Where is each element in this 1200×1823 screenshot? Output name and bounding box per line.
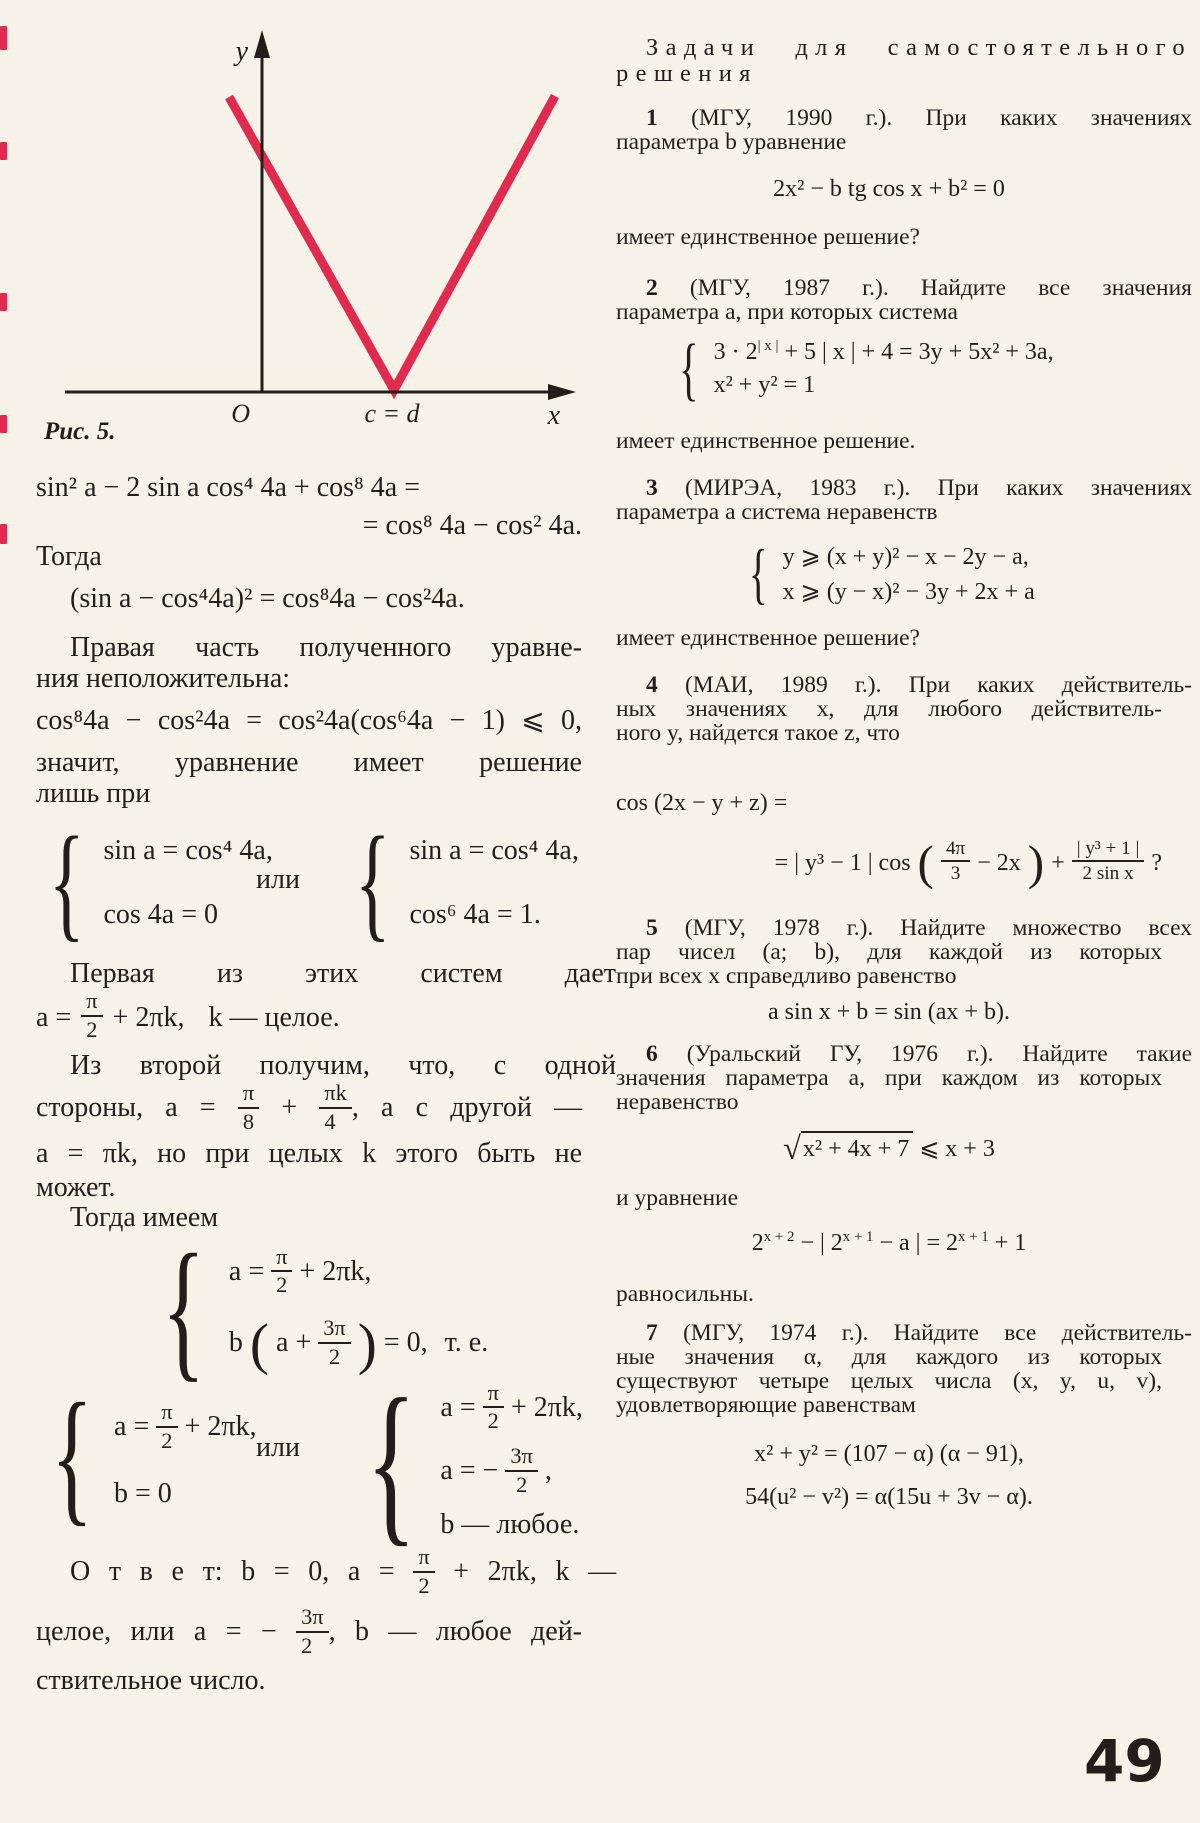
system-line: x² + y² = 1 <box>713 372 816 398</box>
math-part: a = <box>36 1002 72 1033</box>
solution-text: Из второй получим, что, с одной <box>70 1050 616 1081</box>
math-part: = | y³ − 1 | cos <box>774 849 911 876</box>
problem-text: (МИРЭА, 1983 г.). При каких значениях <box>685 475 1193 501</box>
system-first <box>36 811 273 954</box>
math-part: a = − <box>193 1616 277 1647</box>
fraction <box>318 1316 351 1369</box>
fraction-denominator: 2 <box>328 1343 341 1369</box>
math-part: + 1 <box>994 1230 1027 1256</box>
problem-text: (МГУ, 1978 г.). Найдите множество всех <box>684 915 1192 941</box>
problem-4-line1 <box>616 672 1192 698</box>
math-part: , <box>351 1092 359 1123</box>
math-part: целое, или <box>36 1616 175 1647</box>
solution-eq3: cos⁸4a − cos²4a = cos²4a(cos⁶4a − 1) ⩽ 0, <box>36 705 582 736</box>
math-part: ⩽ x + 3 <box>919 1136 995 1162</box>
fraction <box>1072 838 1145 884</box>
problem-4-equation-b: = | y³ − 1 | cos ( $\frac{4\pi}{3}$ − 2x ) + $\frac{\text{| y³ + 1 |}}{\text{2 sin x}}$ ? <box>774 835 1162 890</box>
problem-5-equation: a sin x + b = sin (ax + b). <box>768 999 1010 1025</box>
solution-eq1-line1: sin² a − 2 sin a cos⁴ 4a + cos⁸ 4a = <box>36 472 421 503</box>
red-margin-mark <box>0 415 7 433</box>
math-part: + 2πk, <box>299 1255 372 1287</box>
fraction-denominator: 3 <box>950 863 961 884</box>
problem-4-line2: ных значениях x, для любого действитель- <box>616 696 1162 722</box>
problem-2-question: имеет единственное решение. <box>616 428 916 454</box>
fraction-denominator: 2 <box>86 1017 98 1042</box>
system-brace: { <box>161 1221 206 1395</box>
fraction <box>319 1081 352 1134</box>
math-part: b <box>228 1327 243 1359</box>
system-line: b = 0 <box>114 1477 172 1509</box>
system-fourth <box>348 1362 583 1561</box>
problem-3-system <box>742 535 1035 612</box>
problem-5-line1 <box>616 915 1192 941</box>
solution-text: может. <box>36 1172 116 1203</box>
math-part: − | 2 <box>800 1230 843 1256</box>
text-line: лишь при <box>36 778 151 809</box>
math-part: b = 0, <box>241 1556 330 1587</box>
system-brace: { <box>748 535 768 612</box>
system-brace: { <box>679 330 699 408</box>
problem-number: 2 <box>646 275 658 301</box>
system-line: cos⁶ 4a = 1. <box>409 899 541 930</box>
math-part: k — <box>555 1556 617 1587</box>
system-line: cos 4a = 0 <box>103 899 218 930</box>
problem-7-line3: существуют четыре целых числа (x, y, u, v), <box>616 1368 1162 1394</box>
system-brace: { <box>366 1362 417 1561</box>
math-part: a + <box>276 1327 312 1359</box>
math-superscript: | x | <box>757 338 779 354</box>
problem-3-line1 <box>616 475 1192 501</box>
fraction <box>941 838 970 884</box>
fraction-numerator: 3π <box>296 1605 329 1633</box>
math-part: , <box>544 1455 552 1487</box>
math-part: b — любое дей- <box>354 1616 583 1647</box>
problem-number: 6 <box>646 1041 658 1067</box>
problem-2-system <box>672 330 1054 408</box>
problem-5-line2: пар чисел (a; b), для каждой из которых <box>616 939 1162 965</box>
math-part: ? <box>1151 849 1162 876</box>
solution-text: a = πk, но при целых k этого быть не <box>36 1138 582 1169</box>
system-line: sin a = cos⁴ 4a, <box>409 835 579 866</box>
fraction-numerator: π <box>81 989 102 1017</box>
answer-line3: ствительное число. <box>36 1665 266 1696</box>
math-part: т. е. <box>444 1327 489 1359</box>
math-part: 2 <box>751 1230 764 1256</box>
problem-text: (МГУ, 1974 г.). Найдите все действитель- <box>683 1320 1192 1346</box>
system-line: x ⩾ (y − x)² − 3y + 2x + a <box>782 579 1035 605</box>
problem-6-line3: неравенство <box>616 1089 739 1115</box>
problem-7-equation-a: x² + y² = (107 − α) (α − 91), <box>754 1441 1024 1467</box>
text-line: Правая часть полученного уравне- <box>70 632 582 663</box>
math-part: a = <box>114 1411 150 1443</box>
problem-number: 3 <box>646 475 658 501</box>
system-line: b ( a + $\frac{3\pi}{2}$ ) = 0, т. е. <box>228 1312 489 1376</box>
text-line: значит, уравнение имеет решение <box>36 747 582 778</box>
problem-6-inequality <box>616 1131 1162 1167</box>
fraction-denominator: 8 <box>242 1108 255 1134</box>
fraction-denominator: 2 <box>161 1428 173 1453</box>
problem-6-mid-text: и уравнение <box>616 1185 739 1211</box>
system-brace: { <box>48 811 85 954</box>
red-margin-mark <box>0 524 7 544</box>
section-heading-line2: решения <box>616 60 758 87</box>
math-part: а с другой — <box>381 1092 583 1123</box>
v-curve <box>229 96 555 390</box>
problem-7-equation-b: 54(u² − v²) = α(15u + 3v − α). <box>745 1484 1033 1510</box>
problem-1-question: имеет единственное решение? <box>616 224 920 250</box>
problem-3-question: имеет единственное решение? <box>616 625 920 651</box>
problem-7-line4: удовлетворяющие равенствам <box>616 1392 916 1418</box>
fraction <box>81 989 102 1042</box>
problem-6-equation <box>616 1230 1162 1257</box>
math-part: + <box>1051 849 1065 876</box>
math-part: − 2x <box>977 849 1021 876</box>
fraction-numerator: π <box>483 1381 504 1409</box>
problem-text: (МАИ, 1989 г.). При каких действитель- <box>684 672 1192 698</box>
fraction-denominator: 2 <box>276 1272 288 1298</box>
system-second <box>342 811 579 954</box>
system-brace: { <box>51 1372 93 1539</box>
math-part: a = <box>228 1255 265 1287</box>
system-brace: { <box>354 811 391 954</box>
vertex-label: c = d <box>364 399 420 428</box>
answer-line2 <box>36 1604 582 1660</box>
problem-1-equation: 2x² − b tg cos x + b² = 0 <box>773 176 1005 202</box>
fraction-numerator: π <box>238 1081 259 1109</box>
red-margin-mark <box>0 142 7 160</box>
text-line: ния неположительна: <box>36 663 291 694</box>
solution-paragraph <box>36 747 582 809</box>
system-line <box>440 1379 583 1436</box>
section-heading-line1: Задачи для самостоятельного <box>646 34 1192 61</box>
problem-text: (Уральский ГУ, 1976 г.). Найдите такие <box>686 1041 1193 1067</box>
fraction-denominator: 2 <box>516 1471 528 1497</box>
fraction-denominator: 2 <box>487 1408 499 1434</box>
solution-eq1-line2: = cos⁸ 4a − cos² 4a. <box>362 510 582 541</box>
problem-6-line1 <box>616 1041 1192 1067</box>
system-line <box>714 339 1054 366</box>
system-line: b — любое. <box>440 1509 580 1541</box>
solution-text: Первая из этих систем дает <box>70 958 616 989</box>
system-big <box>146 1221 489 1395</box>
math-part: + <box>281 1092 298 1123</box>
problem-number: 4 <box>646 672 658 698</box>
y-axis-arrow <box>254 30 270 58</box>
radicand: x² + 4x + 7 <box>801 1131 913 1162</box>
y-axis-label: y <box>235 36 248 67</box>
problem-2-line1 <box>616 275 1192 301</box>
math-part: , <box>328 1616 336 1647</box>
problem-7-line1 <box>616 1320 1192 1346</box>
fraction <box>271 1245 292 1298</box>
x-axis-arrow <box>548 384 576 400</box>
problem-number: 7 <box>646 1320 658 1346</box>
red-margin-mark <box>0 26 7 50</box>
problem-number: 5 <box>646 915 658 941</box>
math-part: + 2πk, <box>184 1411 257 1443</box>
problem-4-line3: ного y, найдется такое z, что <box>616 720 900 746</box>
math-part: a = − <box>440 1455 499 1487</box>
fraction-numerator: π <box>413 1545 434 1573</box>
fraction-numerator: 4π <box>941 838 970 862</box>
solution-text: Тогда <box>36 541 102 572</box>
problem-5-line3: при всех x справедливо равенство <box>616 963 957 989</box>
fraction-numerator: | y³ + 1 | <box>1072 838 1145 862</box>
solution-text: Тогда имеем <box>70 1202 219 1233</box>
problem-number: 1 <box>646 105 658 131</box>
system-line <box>114 1399 257 1455</box>
origin-label: O <box>231 399 250 428</box>
problem-6-line2: значения параметра a, при каждом из которых <box>616 1065 1162 1091</box>
solution-result1 <box>36 990 582 1046</box>
fraction <box>413 1545 434 1598</box>
solution-result2 <box>36 1080 582 1136</box>
page-number: 49 <box>1084 1727 1165 1795</box>
or-word: или <box>256 864 300 895</box>
math-part: a = <box>440 1391 476 1423</box>
solution-eq2: (sin a − cos⁴4a)² = cos⁸4a − cos²4a. <box>70 583 465 614</box>
math-superscript: x + 1 <box>842 1229 874 1245</box>
figure-5-graph <box>40 26 580 430</box>
figure-caption: Рис. 5. <box>44 418 116 445</box>
math-part: + 2πk, <box>453 1556 537 1587</box>
problem-4-equation-a: cos (2x − y + z) = <box>616 790 788 816</box>
solution-paragraph <box>36 632 582 694</box>
math-part: = 0, <box>383 1327 428 1359</box>
math-part: k — целое. <box>208 1002 340 1033</box>
fraction-denominator: 2 sin x <box>1082 863 1134 884</box>
system-third <box>36 1372 257 1539</box>
fraction-denominator: 4 <box>324 1108 336 1134</box>
system-line: sin a = cos⁴ 4a, <box>103 835 273 866</box>
fraction-denominator: 2 <box>301 1632 313 1658</box>
fraction-numerator: 3π <box>505 1444 538 1472</box>
fraction-numerator: π <box>271 1245 292 1273</box>
math-part: + 5 | x | + 4 = 3y + 5x² + 3a, <box>784 339 1054 365</box>
problem-1-line1 <box>616 105 1192 131</box>
fraction <box>238 1081 259 1134</box>
fraction-numerator: πk <box>319 1081 352 1109</box>
fraction-numerator: 3π <box>318 1316 351 1344</box>
system-line: y ⩾ (x + y)² − x − 2y − a, <box>782 544 1029 570</box>
or-word: или <box>256 1432 300 1463</box>
problem-6-question: равносильны. <box>616 1281 754 1307</box>
answer-label: О т в е т: <box>70 1556 223 1587</box>
math-superscript: x + 2 <box>763 1229 795 1245</box>
radical-sign: √ <box>783 1131 801 1167</box>
system-line <box>228 1243 488 1300</box>
math-part: a = <box>347 1556 395 1587</box>
math-part: a = <box>165 1092 216 1123</box>
problem-1-line2: параметра b уравнение <box>616 129 847 155</box>
problem-text: (МГУ, 1987 г.). Найдите все значения <box>689 275 1192 301</box>
red-margin-mark <box>0 293 7 311</box>
x-axis-label: x <box>547 400 560 430</box>
answer-line1 <box>36 1544 616 1600</box>
fraction-numerator: π <box>156 1400 177 1428</box>
fraction <box>296 1605 329 1658</box>
problem-text: (МГУ, 1990 г.). При каких значениях <box>691 105 1192 131</box>
math-part: − a | = 2 <box>879 1230 959 1256</box>
problem-3-line2: параметра a система неравенств <box>616 499 938 525</box>
math-part: 3 · 2 <box>713 339 758 365</box>
problem-2-line2: параметра a, при которых система <box>616 299 958 325</box>
system-line <box>440 1443 582 1499</box>
math-part: + 2πk, <box>112 1002 185 1033</box>
fraction <box>483 1381 504 1434</box>
fraction-denominator: 2 <box>418 1572 430 1598</box>
problem-7-line2: ные значения α, для каждого из которых <box>616 1344 1162 1370</box>
math-superscript: x + 1 <box>958 1229 989 1245</box>
math-part: + 2πk, <box>510 1391 583 1423</box>
fraction <box>156 1400 177 1453</box>
math-part: стороны, <box>36 1092 144 1123</box>
fraction <box>505 1444 538 1497</box>
